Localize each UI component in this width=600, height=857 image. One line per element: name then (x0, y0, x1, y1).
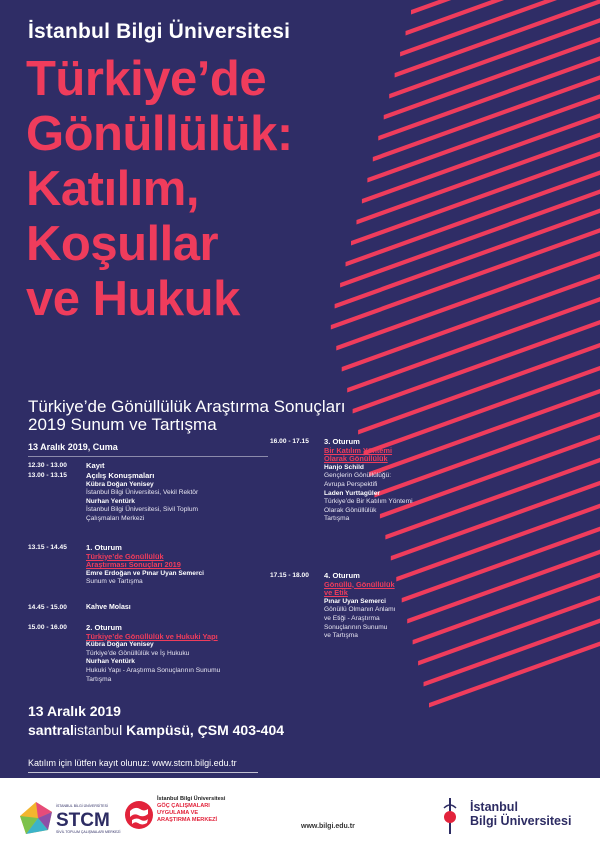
stripe (342, 267, 600, 372)
stcm-logo-icon (18, 800, 54, 836)
bilgi-wordmark (470, 800, 571, 828)
footer (0, 778, 600, 857)
speaker: Pınar Uyan Semerci (324, 597, 386, 605)
bilgi-logo-icon (436, 796, 464, 836)
title-line: Gönüllülük: (26, 107, 293, 161)
goc-logo-icon (124, 800, 154, 830)
website-link[interactable]: www.bilgi.edu.tr (301, 823, 355, 830)
program-time: 13.00 - 13.15 (28, 472, 67, 479)
program-time: 16.00 - 17.15 (270, 438, 309, 445)
talk-title: ve Etiği - Araştırma (324, 614, 380, 622)
venue-room: Kampüsü, ÇSM 403-404 (126, 722, 285, 738)
session-title: Türkiye’de Gönüllülük (86, 551, 164, 561)
goc-center (157, 796, 277, 824)
speaker: Nurhan Yentürk (86, 658, 135, 666)
talk-title: Gençlerin Gönüllülüğü: (324, 472, 392, 480)
subtitle-line: 2019 Sunum ve Tartışma (28, 415, 217, 434)
program-right (270, 438, 460, 638)
program-time: 15.00 - 16.00 (28, 624, 67, 631)
program-title: Kahve Molası (86, 604, 131, 611)
title-line: Türkiye’de (26, 52, 267, 106)
talk-title: Hukuki Yapı - Araştırma Sonuçlarının Sunumu (86, 666, 221, 674)
speaker: Laden Yurttagüler (324, 489, 380, 497)
talk-title: Sonuçlarının Sunumu (324, 623, 388, 631)
registration-text: Katılım için lütfen kayıt olunuz: www.stcm.bilgi.edu.tr (28, 758, 237, 768)
talk-title: Türkiye’de Bir Katılım Yöntemi (324, 498, 413, 506)
speaker: Nurhan Yentürk (86, 497, 135, 505)
talk-title: ve Tartışma (324, 632, 358, 640)
stcm-uni: İSTANBUL BİLGİ ÜNİVERSİTESİ (56, 804, 108, 808)
goc-line: GÖÇ ÇALIŞMALARI (157, 803, 210, 809)
talk-title: Avrupa Perspektifi (324, 480, 378, 488)
event-venue (28, 721, 284, 740)
affiliation: İstanbul Bilgi Üniversitesi, Vekil Rektör (86, 489, 199, 497)
stripe (389, 11, 600, 99)
stripe (395, 0, 600, 77)
session-title: Araştırması Sonuçları 2019 (86, 560, 181, 570)
speaker: Hanjo Schild (324, 463, 364, 471)
speaker: Kübra Doğan Yenisey (86, 480, 154, 488)
wordmark-line: İstanbul (470, 800, 518, 814)
program-title: 1. Oturum (86, 543, 122, 552)
talk-title: Tartışma (86, 675, 112, 683)
session-title: ve Etik (324, 588, 348, 598)
program-title: Kayıt (86, 461, 105, 470)
event-title (26, 52, 293, 327)
event-date: 13 Aralık 2019 (28, 703, 121, 719)
title-line: Koşullar (26, 217, 219, 271)
goc-uni: İstanbul Bilgi Üniversitesi (157, 796, 226, 802)
title-line: ve Hukuk (26, 272, 240, 326)
talk-title: Olarak Gönüllülük (324, 506, 377, 514)
talk-title: Türkiye’de Gönüllülük ve İş Hukuku (86, 649, 190, 657)
goc-line: ARAŞTIRMA MERKEZİ (157, 817, 218, 823)
program-title: 3. Oturum (324, 437, 360, 446)
title-line: Katılım, (26, 162, 199, 216)
program-left (28, 462, 268, 702)
talk-title: Gönüllü Olmanın Anlamı (324, 606, 396, 614)
program-time: 12.30 - 13.00 (28, 462, 67, 469)
divider (28, 456, 268, 457)
event-subtitle (28, 398, 345, 434)
stcm-full: SİVİL TOPLUM ÇALIŞMALARI MERKEZİ (56, 830, 121, 834)
affiliation: Çalışmaları Merkezi (86, 514, 145, 522)
venue-prefix: santral (28, 722, 74, 738)
speaker: Kübra Doğan Yenisey (86, 641, 154, 649)
program-time: 13.15 - 14.45 (28, 544, 67, 551)
stripe (347, 290, 600, 393)
university-name: İstanbul Bilgi Üniversitesi (28, 20, 291, 43)
session-title: Bir Katılım Yöntemi (324, 445, 393, 455)
program-title: 4. Oturum (324, 571, 360, 580)
program-time: 17.15 - 18.00 (270, 572, 309, 579)
date-heading: 13 Aralık 2019, Cuma (28, 442, 118, 452)
stcm-name: STCM (56, 810, 110, 831)
session-title: Olarak Gönüllülük (324, 454, 388, 464)
session-title: Türkiye’de Gönüllülük ve Hukuki Yapı (86, 631, 218, 641)
registration-underline (28, 772, 258, 773)
session-title: Gönüllü, Gönüllülük (324, 579, 395, 589)
talk-title: Tartışma (324, 515, 350, 523)
goc-line: UYGULAMA VE (157, 810, 199, 816)
program-time: 14.45 - 15.00 (28, 604, 67, 611)
venue-rest: istanbul (73, 722, 127, 738)
subtitle-line: Türkiye’de Gönüllülük Araştırma Sonuçları (28, 397, 346, 416)
program-title: 2. Oturum (86, 623, 122, 632)
program-title: Açılış Konuşmaları (86, 471, 155, 480)
wordmark-line: Bilgi Üniversitesi (470, 814, 572, 828)
speaker: Emre Erdoğan ve Pınar Uyan Semerci (86, 569, 205, 577)
affiliation: İstanbul Bilgi Üniversitesi, Sivil Toplum (86, 506, 199, 514)
event-date-venue (28, 702, 284, 740)
talk-title: Sunum ve Tartışma (86, 578, 143, 586)
